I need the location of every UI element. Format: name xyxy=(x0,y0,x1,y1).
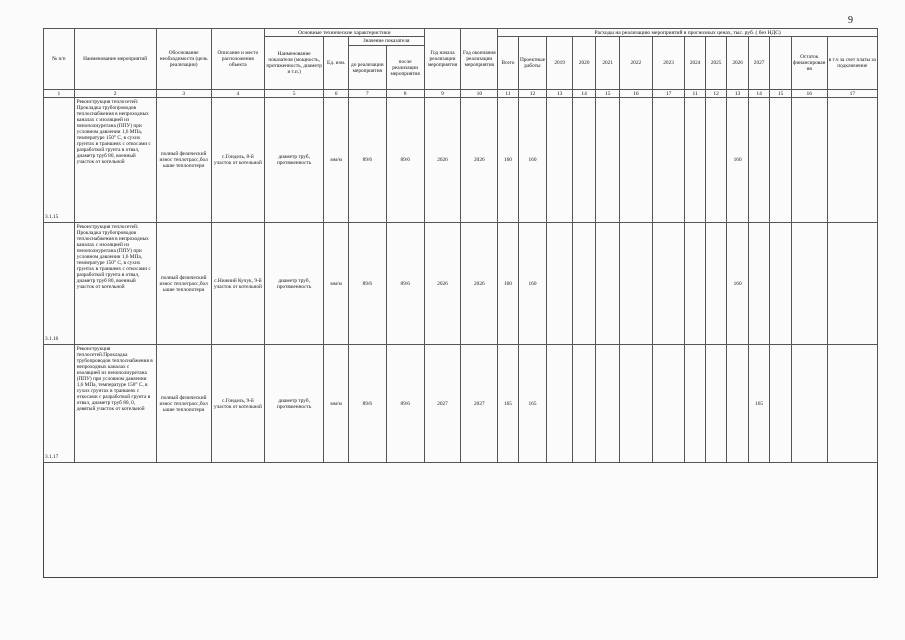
row-number: 3.1.15 xyxy=(44,98,75,223)
column-number: 3 xyxy=(156,90,211,98)
cost-2023 xyxy=(652,98,685,223)
year-start: 2026 xyxy=(424,223,461,345)
year-start: 2026 xyxy=(424,98,461,223)
costs-header: Расходы на реализацию мероприятий в прогнозных ценах, тыс. руб. ( без НДС) xyxy=(498,29,878,37)
column-number: 16 xyxy=(619,90,652,98)
investment-program-table xyxy=(43,28,878,463)
col-before-header: до реализации мероприятия xyxy=(348,46,386,90)
cost-remaining xyxy=(791,345,827,463)
year-end: 2026 xyxy=(461,98,498,223)
cost-total: 165 xyxy=(498,345,518,463)
cost-incl xyxy=(827,98,877,223)
col-blank-a xyxy=(770,37,791,90)
location: с.Нижний Кучук, 9-й участок от котельной xyxy=(211,223,264,345)
cost-total: 160 xyxy=(498,98,518,223)
cost-incl xyxy=(827,223,877,345)
cost-2022 xyxy=(619,223,652,345)
col-year-2026: 2026 xyxy=(727,37,748,90)
unit: мм/м xyxy=(324,98,349,223)
column-number: 5 xyxy=(264,90,323,98)
year-end: 2027 xyxy=(461,345,498,463)
column-number: 16 xyxy=(791,90,827,98)
column-number: 17 xyxy=(652,90,685,98)
col-no-header: № п/п xyxy=(44,29,75,90)
cost-design: 165 xyxy=(518,345,547,463)
characteristic-name: диаметр труб, протяженность xyxy=(264,223,323,345)
column-number-row xyxy=(44,90,878,98)
characteristic-name: диаметр труб, протяженность xyxy=(264,98,323,223)
column-number: 7 xyxy=(348,90,386,98)
cost-2021 xyxy=(596,345,620,463)
measure-name: Реконструкция теплосетей.Прокладка трубопроводов теплоснабжения в непроходных каналах с изоляцией из пенополиуретана (ППУ) при условном давлении 1,6 МПа, температуре 150° С, в сухих грунтах в траншеях с откосами с разработкой грунта в отвал, диаметр труб 80, 0, девятый участок от котельной xyxy=(74,345,156,463)
col-year-2025: 2025 xyxy=(705,37,726,90)
col-incl-header: в т.ч за счет платы за подключение xyxy=(827,37,877,90)
cost-2026 xyxy=(727,345,748,463)
cost-design: 160 xyxy=(518,223,547,345)
cost-remaining xyxy=(791,223,827,345)
column-number: 14 xyxy=(572,90,596,98)
main-characteristics-header: Основные технические характеристики xyxy=(264,29,424,37)
characteristic-name: диаметр труб, протяженность xyxy=(264,345,323,463)
cost-2020 xyxy=(572,98,596,223)
col-year-2024: 2024 xyxy=(685,37,705,90)
value-before: 89/6 xyxy=(348,98,386,223)
cost-2027: 165 xyxy=(748,345,769,463)
cost-2024 xyxy=(685,345,705,463)
cost-2023 xyxy=(652,223,685,345)
cost-2019 xyxy=(547,98,573,223)
cost-2027 xyxy=(748,98,769,223)
cost-2027 xyxy=(748,223,769,345)
unit: мм/м xyxy=(324,223,349,345)
cost-blank xyxy=(770,345,791,463)
col-name-header: Наименование мероприятий xyxy=(74,29,156,90)
cost-blank xyxy=(770,98,791,223)
cost-2023 xyxy=(652,345,685,463)
cost-2022 xyxy=(619,98,652,223)
column-number: 15 xyxy=(770,90,791,98)
row-number: 3.1.17 xyxy=(44,345,75,463)
col-char-name-header: Наименование показателя (мощность, протяженность, диаметр и т.п.) xyxy=(264,37,323,90)
column-number: 11 xyxy=(498,90,518,98)
column-number: 8 xyxy=(386,90,424,98)
column-number: 12 xyxy=(518,90,547,98)
column-number: 12 xyxy=(705,90,726,98)
column-number: 10 xyxy=(461,90,498,98)
column-number: 11 xyxy=(685,90,705,98)
cost-2019 xyxy=(547,223,573,345)
cost-2022 xyxy=(619,345,652,463)
value-header: Значение показателя xyxy=(348,37,424,46)
page-number: 9 xyxy=(848,15,853,26)
col-year-end-header: Год окончания реализации мероприятия xyxy=(461,29,498,90)
table-row xyxy=(44,345,878,463)
year-end: 2026 xyxy=(461,223,498,345)
col-year-2022: 2022 xyxy=(619,37,652,90)
column-number: 9 xyxy=(424,90,461,98)
table-row xyxy=(44,223,878,345)
col-unit-header: Ед. изм. xyxy=(324,37,349,90)
column-number: 13 xyxy=(727,90,748,98)
column-number: 17 xyxy=(827,90,877,98)
value-before: 89/6 xyxy=(348,223,386,345)
cost-remaining xyxy=(791,98,827,223)
column-number: 2 xyxy=(74,90,156,98)
value-after: 89/6 xyxy=(386,98,424,223)
value-after: 89/6 xyxy=(386,345,424,463)
cost-2019 xyxy=(547,345,573,463)
justification: полный физический износ теплотрасс,бол ьшие теплопотери xyxy=(156,345,211,463)
justification: полный физический износ теплотрасс,бол ьшие теплопотери xyxy=(156,98,211,223)
cost-2024 xyxy=(685,98,705,223)
col-after-header: после реализации мероприятия xyxy=(386,46,424,90)
column-number: 4 xyxy=(211,90,264,98)
cost-incl xyxy=(827,345,877,463)
location: с.Гондель, 8-й участок от котельной xyxy=(211,98,264,223)
cost-design: 160 xyxy=(518,98,547,223)
year-start: 2027 xyxy=(424,345,461,463)
row-number: 3.1.16 xyxy=(44,223,75,345)
cost-2026: 160 xyxy=(727,223,748,345)
value-after: 89/6 xyxy=(386,223,424,345)
cost-2026: 160 xyxy=(727,98,748,223)
cost-2024 xyxy=(685,223,705,345)
cost-2025 xyxy=(705,345,726,463)
value-before: 89/6 xyxy=(348,345,386,463)
cost-total: 160 xyxy=(498,223,518,345)
col-justification-header: Обоснование необходимости (цель реализации) xyxy=(156,29,211,90)
col-year-2027: 2027 xyxy=(748,37,769,90)
col-remaining-header: Остаток финансирования xyxy=(791,37,827,90)
col-year-2021: 2021 xyxy=(596,37,620,90)
cost-2025 xyxy=(705,98,726,223)
col-location-header: Описание и место расположения объекта xyxy=(211,29,264,90)
col-year-start-header: Год начала реализации мероприятия xyxy=(424,29,461,90)
col-total-header: Всего xyxy=(498,37,518,90)
column-number: 15 xyxy=(596,90,620,98)
measure-name: Реконструкция теплосетей: Прокладка трубопроводов теплоснабжения в непроходных каналах с изоляцией из пенополиуретана (ППУ) при условном давлении 1,6 МПа, температуре 150° С, в сухих грунтах в траншеях с откосами с разработкой грунта в отвал, диаметр труб 80, военный участок от котельной xyxy=(74,98,156,223)
col-design-header: Проектные работы xyxy=(518,37,547,90)
column-number: 6 xyxy=(324,90,349,98)
column-number: 14 xyxy=(748,90,769,98)
cost-blank xyxy=(770,223,791,345)
cost-2025 xyxy=(705,223,726,345)
cost-2021 xyxy=(596,98,620,223)
location: с.Гондель, 9-й участок от котельной xyxy=(211,345,264,463)
col-year-2020: 2020 xyxy=(572,37,596,90)
cost-2021 xyxy=(596,223,620,345)
column-number: 13 xyxy=(547,90,573,98)
measure-name: Реконструкция теплосетей: Прокладка трубопроводов теплоснабжения в непроходных каналах с изоляцией из пенополиуретана (ППУ) при условном давлении 1,6 МПа, температуре 150° С, в сухих грунтах в траншеях с откосами с разработкой грунта в отвал, диаметр труб 80, военный участок от котельной xyxy=(74,223,156,345)
cost-2020 xyxy=(572,223,596,345)
cost-2020 xyxy=(572,345,596,463)
col-year-2019: 2019 xyxy=(547,37,573,90)
table-row xyxy=(44,98,878,223)
justification: полный физический износ теплотрасс,бол ьшие теплопотери xyxy=(156,223,211,345)
unit: мм/м xyxy=(324,345,349,463)
col-year-2023: 2023 xyxy=(652,37,685,90)
column-number: 1 xyxy=(44,90,75,98)
